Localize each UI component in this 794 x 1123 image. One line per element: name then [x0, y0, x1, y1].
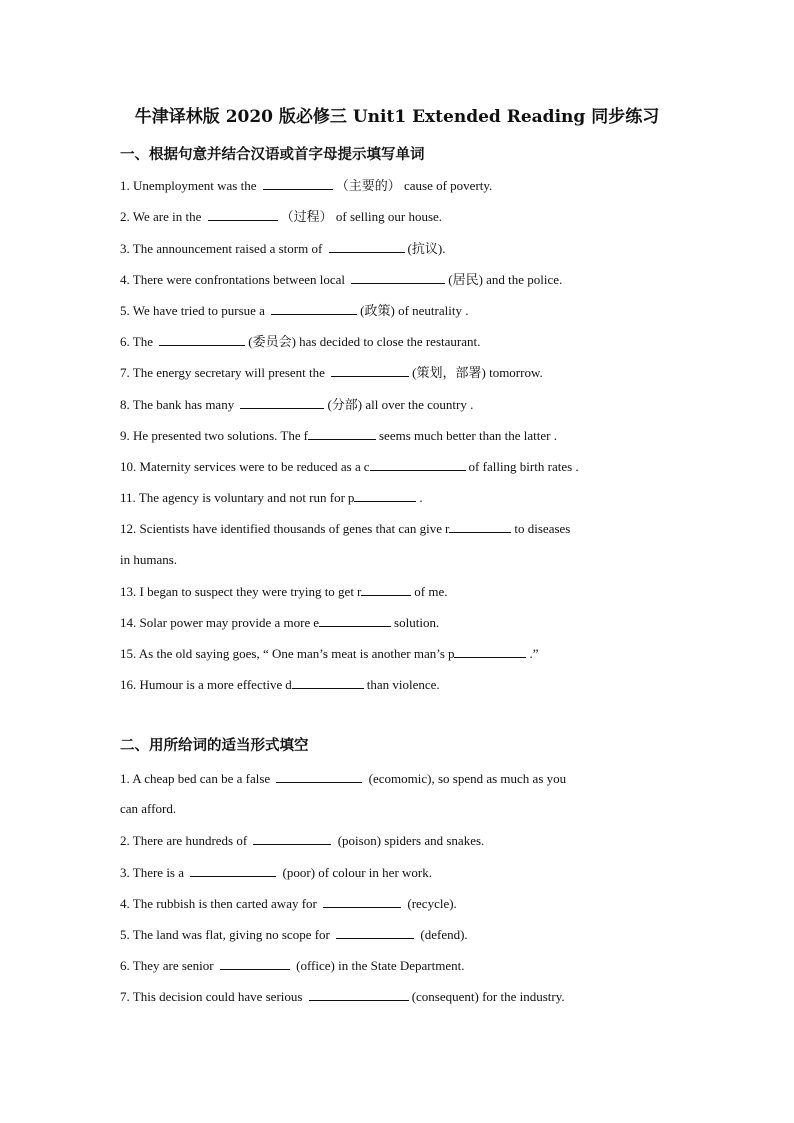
s1-item-16: 16. Humour is a more effective d than violence. [120, 674, 680, 695]
s1-item-10: 10. Maternity services were to be reduced as a c of falling birth rates . [120, 456, 680, 477]
s1-item-7: 7. The energy secretary will present the (策划，部署) tomorrow. [120, 362, 680, 383]
answer-blank[interactable] [309, 986, 409, 1001]
s1-item-5: 5. We have tried to pursue a (政策) of neutrality . [120, 300, 680, 321]
s2-item-3: 3. There is a (poor) of colour in her work. [120, 862, 680, 883]
s2-item-1: 1. A cheap bed can be a false (ecomomic), so spend as much as you [120, 768, 680, 789]
s1-item-12: 12. Scientists have identified thousands of genes that can give r to diseases [120, 518, 680, 539]
s1-item-12-cont: in humans. [120, 552, 178, 567]
s1-item-9: 9. He presented two solutions. The f seems much better than the latter . [120, 425, 680, 446]
section-1-heading: 一、根据句意并结合汉语或首字母提示填写单词 [120, 147, 425, 163]
s1-item-15: 15. As the old saying goes, “ One man’s meat is another man’s p .” [120, 643, 680, 664]
s1-item-8: 8. The bank has many (分部) all over the country . [120, 394, 680, 415]
page-title: 牛津译林版 2020 版必修三 Unit1 Extended Reading 同步练习 [134, 107, 660, 127]
s1-item-14: 14. Solar power may provide a more e solution. [120, 612, 680, 633]
answer-blank[interactable] [319, 612, 391, 627]
s1-item-11: 11. The agency is voluntary and not run for p . [120, 487, 680, 508]
answer-blank[interactable] [240, 394, 324, 409]
section-2-heading: 二、用所给词的适当形式填空 [120, 738, 309, 754]
answer-blank[interactable] [263, 175, 333, 190]
s2-item-6: 6. They are senior (office) in the State Department. [120, 955, 680, 976]
s1-item-6: 6. The (委员会) has decided to close the restaurant. [120, 331, 680, 352]
answer-blank[interactable] [331, 362, 409, 377]
s1-item-1: 1. Unemployment was the （主要的） cause of poverty. [120, 175, 680, 196]
answer-blank[interactable] [190, 862, 276, 877]
answer-blank[interactable] [308, 425, 376, 440]
s1-item-2: 2. We are in the （过程） of selling our house. [120, 206, 680, 227]
answer-blank[interactable] [336, 924, 414, 939]
answer-blank[interactable] [271, 300, 357, 315]
s1-item-4: 4. There were confrontations between local (居民) and the police. [120, 269, 680, 290]
answer-blank[interactable] [351, 269, 445, 284]
answer-blank[interactable] [323, 893, 401, 908]
answer-blank[interactable] [220, 955, 290, 970]
s1-item-13: 13. I began to suspect they were trying to get r of me. [120, 581, 680, 602]
answer-blank[interactable] [292, 674, 364, 689]
answer-blank[interactable] [449, 518, 511, 533]
answer-blank[interactable] [454, 643, 526, 658]
s2-item-7: 7. This decision could have serious (consequent) for the industry. [120, 986, 680, 1007]
answer-blank[interactable] [329, 238, 405, 253]
s2-item-4: 4. The rubbish is then carted away for (recycle). [120, 893, 680, 914]
answer-blank[interactable] [370, 456, 466, 471]
s1-item-3: 3. The announcement raised a storm of (抗议). [120, 238, 680, 259]
answer-blank[interactable] [159, 331, 245, 346]
answer-blank[interactable] [361, 581, 411, 596]
s2-item-5: 5. The land was flat, giving no scope for (defend). [120, 924, 680, 945]
answer-blank[interactable] [208, 206, 278, 221]
answer-blank[interactable] [276, 768, 362, 783]
answer-blank[interactable] [354, 487, 416, 502]
s2-item-1-cont: can afford. [120, 801, 177, 816]
s2-item-2: 2. There are hundreds of (poison) spiders and snakes. [120, 830, 680, 851]
answer-blank[interactable] [253, 830, 331, 845]
